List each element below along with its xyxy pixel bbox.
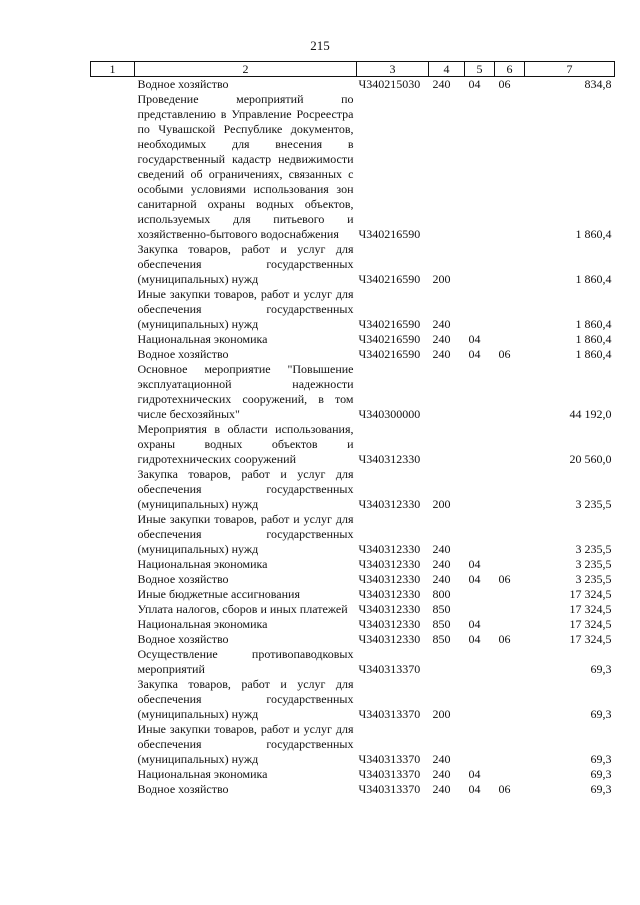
table-row — [91, 782, 615, 797]
row-name: Осуществление противопаводковых мероприятий — [137, 647, 354, 676]
target-article-code: Ч340313370 — [358, 782, 421, 796]
table-row — [91, 557, 615, 572]
expense-type-code: 240 — [432, 542, 451, 556]
table-row — [91, 92, 615, 242]
row-empty-cell — [91, 767, 135, 782]
section-code — [465, 467, 495, 512]
target-article-code: Ч340312330 — [358, 557, 421, 571]
target-article-code: Ч340312330 — [358, 587, 421, 601]
target-article-code: Ч340312330 — [358, 617, 421, 631]
expense-type-code — [429, 92, 465, 242]
target-article-code: Ч340312330 — [358, 497, 421, 511]
subsection-code: 06 — [498, 632, 511, 646]
section-code: 04 — [468, 557, 481, 571]
column-header-1: 1 — [91, 62, 135, 77]
section-code — [465, 287, 495, 332]
subsection-code — [495, 587, 525, 602]
table-row — [91, 362, 615, 422]
row-empty-cell — [91, 617, 135, 632]
amount: 17 324,5 — [569, 617, 612, 631]
row-name: Иные закупки товаров, работ и услуг для обеспечения государственных (муниципальных) нужд — [137, 722, 354, 766]
target-article-code: Ч340312330 — [358, 572, 421, 586]
row-empty-cell — [91, 92, 135, 242]
row-name: Национальная экономика — [137, 332, 268, 346]
section-code: 04 — [468, 617, 481, 631]
row-empty-cell — [91, 587, 135, 602]
target-article-code: Ч340312330 — [358, 452, 421, 466]
section-code — [465, 587, 495, 602]
amount: 834,8 — [584, 77, 612, 91]
table-row — [91, 347, 615, 362]
page-number: 215 — [310, 38, 330, 53]
target-article-code: Ч340312330 — [358, 632, 421, 646]
row-empty-cell — [91, 722, 135, 767]
row-name: Национальная экономика — [137, 557, 268, 571]
row-empty-cell — [91, 77, 135, 93]
section-code — [465, 647, 495, 677]
amount: 1 860,4 — [575, 272, 612, 286]
column-header-2: 2 — [135, 62, 357, 77]
table-row — [91, 587, 615, 602]
amount: 69,3 — [590, 707, 612, 721]
amount: 1 860,4 — [575, 347, 612, 361]
expense-type-code — [429, 362, 465, 422]
amount: 69,3 — [590, 782, 612, 796]
column-header-3: 3 — [357, 62, 429, 77]
expense-type-code: 240 — [432, 572, 451, 586]
target-article-code: Ч340313370 — [358, 662, 421, 676]
column-header-5: 5 — [465, 62, 495, 77]
row-empty-cell — [91, 332, 135, 347]
row-empty-cell — [91, 677, 135, 722]
expense-type-code: 200 — [432, 707, 451, 721]
table-row — [91, 632, 615, 647]
target-article-code: Ч340300000 — [358, 407, 421, 421]
subsection-code — [495, 92, 525, 242]
row-name: Мероприятия в области использования, охраны водных объектов и гидротехнических сооружений — [137, 422, 354, 466]
section-code: 04 — [468, 632, 481, 646]
expense-type-code: 240 — [432, 317, 451, 331]
expense-type-code: 240 — [432, 752, 451, 766]
table-row — [91, 647, 615, 677]
target-article-code: Ч340313370 — [358, 707, 421, 721]
table-row — [91, 617, 615, 632]
row-name: Закупка товаров, работ и услуг для обеспечения государственных (муниципальных) нужд — [137, 242, 354, 286]
target-article-code: Ч340216590 — [358, 317, 421, 331]
row-name: Водное хозяйство — [137, 632, 229, 646]
amount: 3 235,5 — [575, 572, 612, 586]
column-header-7: 7 — [525, 62, 615, 77]
expense-type-code: 850 — [432, 617, 451, 631]
column-number-row — [91, 62, 615, 77]
subsection-code — [495, 467, 525, 512]
subsection-code — [495, 332, 525, 347]
section-code — [465, 512, 495, 557]
subsection-code: 06 — [498, 77, 511, 91]
expense-type-code: 200 — [432, 272, 451, 286]
table-row — [91, 287, 615, 332]
target-article-code: Ч340313370 — [358, 767, 421, 781]
section-code — [465, 92, 495, 242]
table-row — [91, 722, 615, 767]
amount: 1 860,4 — [575, 332, 612, 346]
amount: 3 235,5 — [575, 497, 612, 511]
row-empty-cell — [91, 782, 135, 797]
section-code: 04 — [468, 347, 481, 361]
section-code — [465, 722, 495, 767]
table-row — [91, 467, 615, 512]
subsection-code — [495, 677, 525, 722]
subsection-code: 06 — [498, 572, 511, 586]
amount: 3 235,5 — [575, 542, 612, 556]
row-empty-cell — [91, 647, 135, 677]
row-name: Закупка товаров, работ и услуг для обеспечения государственных (муниципальных) нужд — [137, 467, 354, 511]
subsection-code — [495, 767, 525, 782]
target-article-code: Ч340313370 — [358, 752, 421, 766]
row-name: Национальная экономика — [137, 617, 268, 631]
target-article-code: Ч340312330 — [358, 542, 421, 556]
row-name: Иные закупки товаров, работ и услуг для обеспечения государственных (муниципальных) нужд — [137, 512, 354, 556]
row-name: Водное хозяйство — [137, 782, 229, 796]
amount: 17 324,5 — [569, 632, 612, 646]
subsection-code: 06 — [498, 782, 511, 796]
row-empty-cell — [91, 632, 135, 647]
section-code: 04 — [468, 767, 481, 781]
row-empty-cell — [91, 347, 135, 362]
subsection-code: 06 — [498, 347, 511, 361]
row-empty-cell — [91, 572, 135, 587]
table-row — [91, 422, 615, 467]
row-name: Водное хозяйство — [137, 77, 229, 91]
subsection-code — [495, 287, 525, 332]
expense-type-code: 800 — [432, 587, 451, 601]
row-name: Основное мероприятие "Повышение эксплуатационной надежности гидротехнических сооружений, в том числе бесхозяйных" — [137, 362, 354, 421]
subsection-code — [495, 422, 525, 467]
amount: 69,3 — [590, 752, 612, 766]
row-empty-cell — [91, 467, 135, 512]
column-header-6: 6 — [495, 62, 525, 77]
expense-type-code: 850 — [432, 632, 451, 646]
row-empty-cell — [91, 602, 135, 617]
expense-type-code: 240 — [432, 347, 451, 361]
section-code: 04 — [468, 77, 481, 91]
target-article-code: Ч340216590 — [358, 332, 421, 346]
amount: 69,3 — [590, 767, 612, 781]
expense-type-code: 240 — [432, 332, 451, 346]
section-code — [465, 362, 495, 422]
row-name: Национальная экономика — [137, 767, 268, 781]
row-empty-cell — [91, 422, 135, 467]
subsection-code — [495, 242, 525, 287]
amount: 17 324,5 — [569, 587, 612, 601]
row-name: Водное хозяйство — [137, 347, 229, 361]
table-row — [91, 767, 615, 782]
table-row — [91, 677, 615, 722]
amount: 20 560,0 — [569, 452, 612, 466]
table-row — [91, 77, 615, 93]
amount: 1 860,4 — [575, 317, 612, 331]
table-row — [91, 332, 615, 347]
row-empty-cell — [91, 287, 135, 332]
subsection-code — [495, 617, 525, 632]
row-name: Иные бюджетные ассигнования — [137, 587, 300, 601]
row-name: Иные закупки товаров, работ и услуг для обеспечения государственных (муниципальных) нужд — [137, 287, 354, 331]
table-row — [91, 602, 615, 617]
expense-type-code: 240 — [432, 767, 451, 781]
row-empty-cell — [91, 512, 135, 557]
target-article-code: Ч340216590 — [358, 347, 421, 361]
row-name: Закупка товаров, работ и услуг для обеспечения государственных (муниципальных) нужд — [137, 677, 354, 721]
amount: 44 192,0 — [569, 407, 612, 421]
row-name: Проведение мероприятий по представлению в Управление Росреестра по Чувашской Республике документов, необходимых для внесения в государственный кадастр недвижимости сведений об ограничениях, связанных с особыми условиями использования зон санитарной охраны водных объектов, используемых для питьевого и хозяйственно-бытового водоснабжения — [137, 92, 354, 241]
row-name: Водное хозяйство — [137, 572, 229, 586]
expense-type-code: 240 — [432, 557, 451, 571]
table-row — [91, 572, 615, 587]
subsection-code — [495, 557, 525, 572]
section-code: 04 — [468, 782, 481, 796]
target-article-code: Ч340312330 — [358, 602, 421, 616]
row-name: Уплата налогов, сборов и иных платежей — [137, 602, 348, 616]
table-body — [91, 77, 615, 798]
budget-table — [90, 61, 615, 797]
expense-type-code: 240 — [432, 782, 451, 796]
subsection-code — [495, 512, 525, 557]
section-code — [465, 677, 495, 722]
column-header-4: 4 — [429, 62, 465, 77]
subsection-code — [495, 647, 525, 677]
expense-type-code — [429, 647, 465, 677]
subsection-code — [495, 362, 525, 422]
amount: 3 235,5 — [575, 557, 612, 571]
row-empty-cell — [91, 557, 135, 572]
expense-type-code: 200 — [432, 497, 451, 511]
table-row — [91, 242, 615, 287]
amount: 1 860,4 — [575, 227, 612, 241]
section-code — [465, 242, 495, 287]
target-article-code: Ч340216590 — [358, 272, 421, 286]
section-code: 04 — [468, 572, 481, 586]
table-row — [91, 512, 615, 557]
row-empty-cell — [91, 242, 135, 287]
amount: 69,3 — [590, 662, 612, 676]
expense-type-code — [429, 422, 465, 467]
target-article-code: Ч340216590 — [358, 227, 421, 241]
subsection-code — [495, 722, 525, 767]
subsection-code — [495, 602, 525, 617]
expense-type-code: 240 — [432, 77, 451, 91]
amount: 17 324,5 — [569, 602, 612, 616]
target-article-code: Ч340215030 — [358, 77, 421, 91]
expense-type-code: 850 — [432, 602, 451, 616]
section-code — [465, 422, 495, 467]
section-code — [465, 602, 495, 617]
row-empty-cell — [91, 362, 135, 422]
section-code: 04 — [468, 332, 481, 346]
